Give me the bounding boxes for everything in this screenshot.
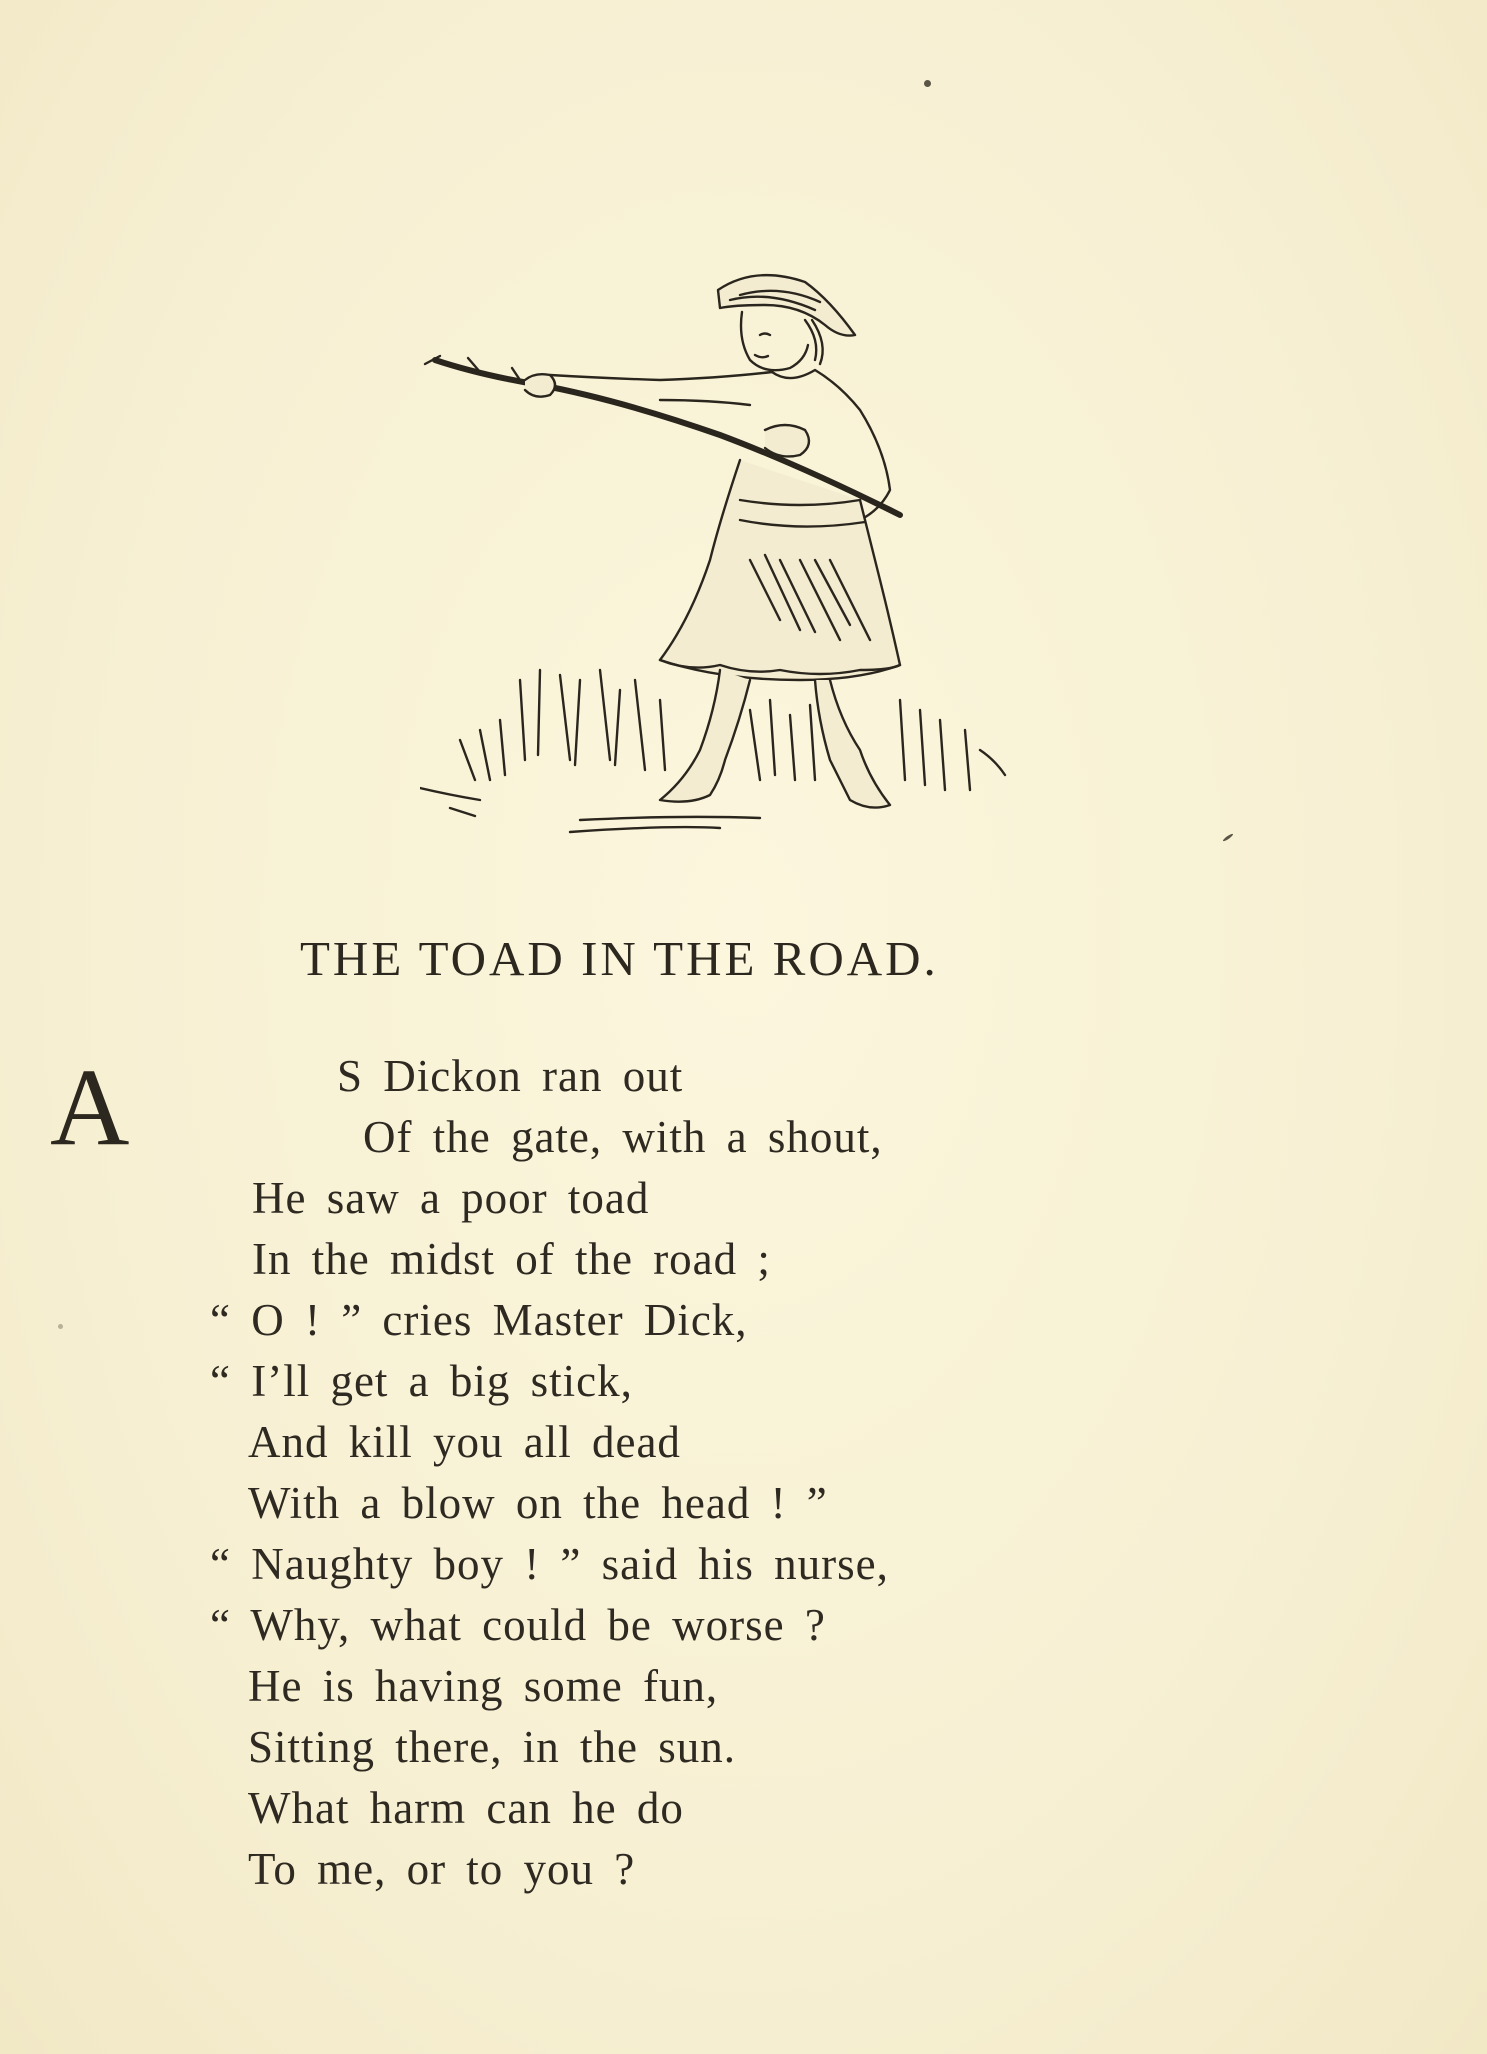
poem-line: To me, or to you ? [248, 1844, 636, 1894]
poem-line: Of the gate, with a shout, [363, 1112, 883, 1162]
poem-line: “ O ! ” cries Master Dick, [210, 1295, 748, 1345]
poem-line: And kill you all dead [248, 1417, 681, 1467]
ink-speck [1222, 833, 1234, 842]
child-with-stick-illustration [420, 260, 1020, 840]
poem-line: In the midst of the road ; [252, 1234, 771, 1284]
poem-title: THE TOAD IN THE ROAD. [300, 931, 939, 986]
poem-line: Sitting there, in the sun. [248, 1722, 736, 1772]
poem-line: What harm can he do [248, 1783, 684, 1833]
poem-line: “ I’ll get a big stick, [210, 1356, 633, 1406]
poem-line: He saw a poor toad [252, 1173, 650, 1223]
poem-line: With a blow on the head ! ” [248, 1478, 828, 1528]
ink-speck [924, 80, 931, 87]
poem-line: He is having some fun, [248, 1661, 719, 1711]
poem-line: S Dickon ran out [337, 1051, 684, 1101]
drop-cap: A [50, 1046, 130, 1168]
ink-speck [58, 1324, 63, 1329]
poem-line: “ Why, what could be worse ? [210, 1600, 826, 1650]
poem-line: “ Naughty boy ! ” said his nurse, [210, 1539, 889, 1589]
